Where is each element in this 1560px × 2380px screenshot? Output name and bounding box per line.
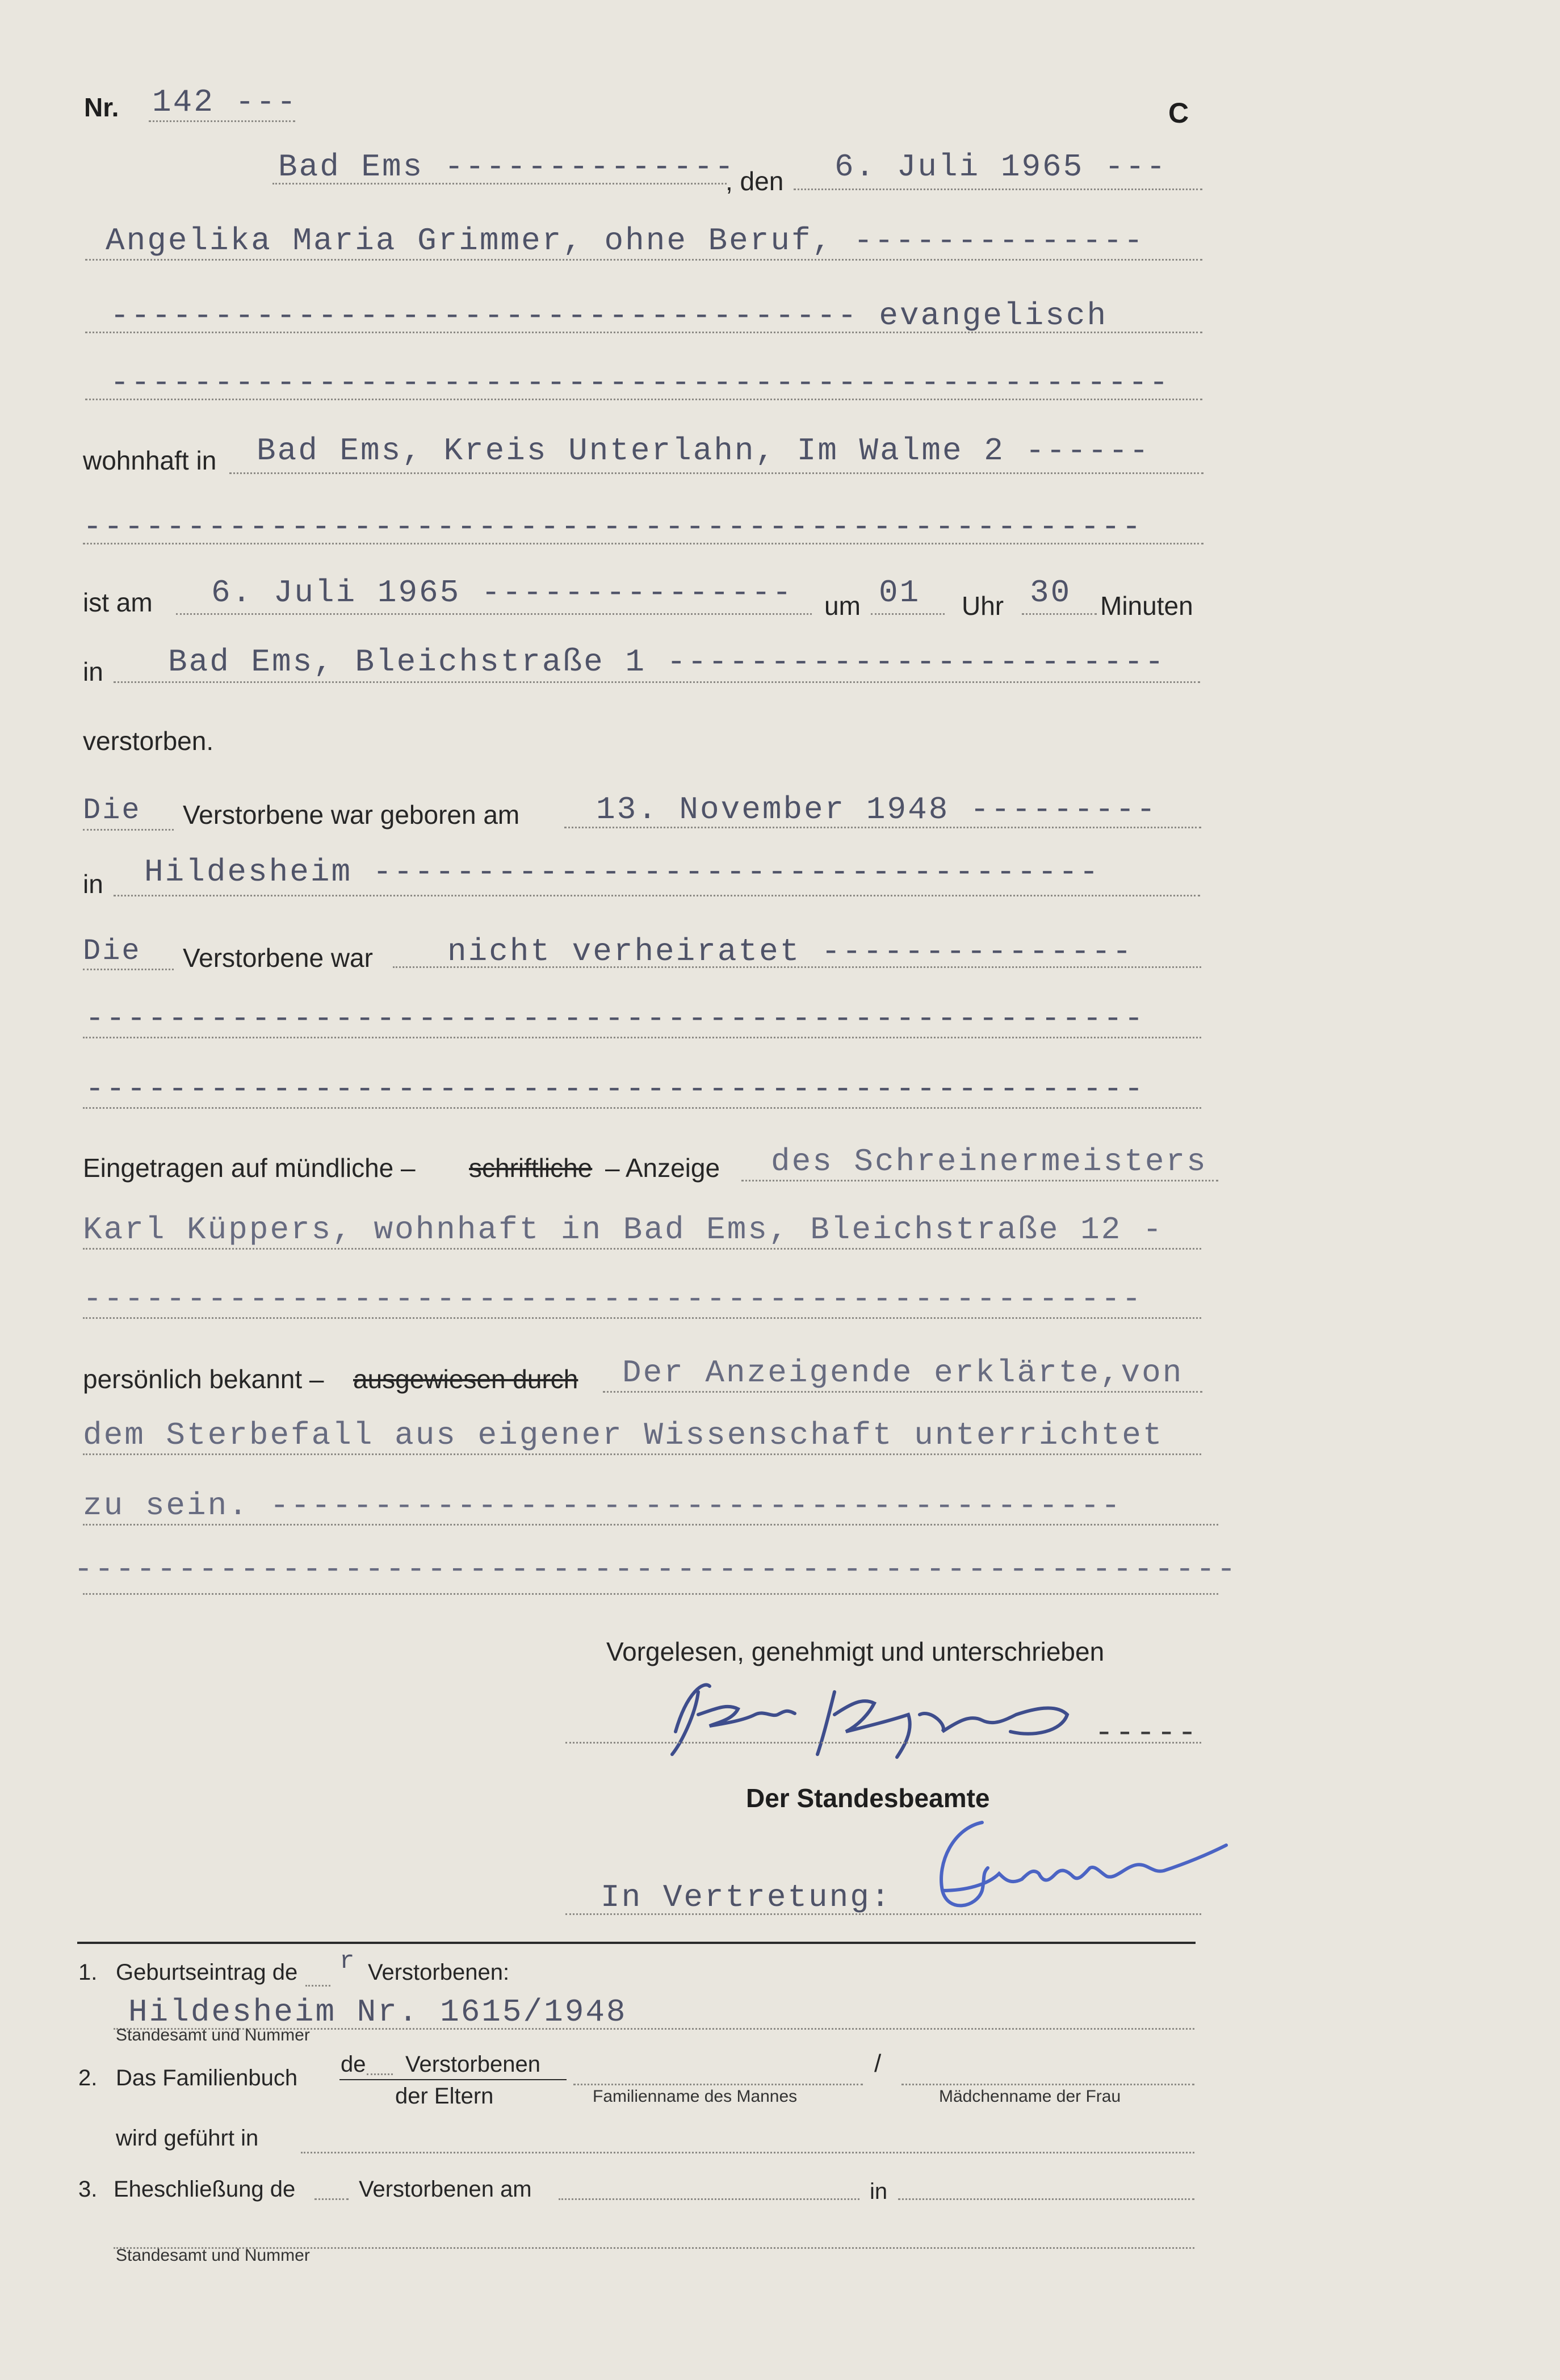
hour-line xyxy=(871,613,945,615)
report-value-3: --------------------------------------------------- xyxy=(83,1281,1143,1317)
footer-item3-date-line xyxy=(559,2198,859,2200)
marital-label: Verstorbene war xyxy=(183,943,373,973)
nr-label: Nr. xyxy=(84,93,119,122)
name-line xyxy=(85,259,1202,261)
report-rule-2 xyxy=(83,1248,1201,1250)
blank-line-1: --------------------------------------------------- xyxy=(110,364,1170,401)
residence-cont: --------------------------------------------------- xyxy=(83,509,1143,545)
nr-value: 142 --- xyxy=(152,84,298,120)
footer-item2-husband: Familienname des Mannes xyxy=(593,2087,798,2106)
den-label: , den xyxy=(726,166,784,196)
minuten-label: Minuten xyxy=(1100,591,1193,621)
report-label-struck: schriftliche xyxy=(469,1153,593,1183)
identity-value-2: dem Sterbefall aus eigener Wissenschaft unterrichtet xyxy=(83,1417,1164,1453)
report-rule-1 xyxy=(741,1180,1218,1181)
marital-line-2: --------------------------------------------------- xyxy=(85,1000,1145,1037)
marital-die: Die xyxy=(83,935,141,968)
footer-item1-num: 1. xyxy=(78,1960,98,1985)
report-label-b: – Anzeige xyxy=(605,1153,720,1183)
footer-item3-num: 3. xyxy=(78,2177,98,2202)
identity-rule-4 xyxy=(83,1593,1218,1595)
marital-rule-2 xyxy=(83,1037,1201,1038)
marital-die-line xyxy=(83,969,174,970)
marital-line-3: --------------------------------------------------- xyxy=(85,1071,1145,1107)
footer-item3-sub: Standesamt und Nummer xyxy=(116,2246,310,2265)
report-value-1: des Schreinermeisters xyxy=(771,1143,1207,1180)
footer-item2-opt1: de xyxy=(341,2052,366,2077)
footer-husband-line xyxy=(573,2084,863,2085)
death-date-line xyxy=(176,613,812,615)
footer-item1-suffix: r xyxy=(339,1947,357,1976)
birth-die-line xyxy=(83,829,174,831)
religion: ------------------------------------ evangelisch xyxy=(110,298,1108,334)
report-rule-3 xyxy=(83,1317,1201,1319)
footer-item2-label: Das Familienbuch xyxy=(116,2065,298,2090)
place-line xyxy=(272,183,727,185)
footer-item3-in: in xyxy=(870,2179,888,2204)
death-in-label: in xyxy=(83,657,103,686)
footer-item1-label: Geburtseintrag de xyxy=(116,1960,298,1985)
footer-item3-blank xyxy=(314,2198,349,2200)
footer-item2-num: 2. xyxy=(78,2065,98,2090)
registrar-signature xyxy=(920,1811,1238,1925)
residence-cont-line xyxy=(83,543,1203,544)
blank-line-1-rule xyxy=(85,399,1202,400)
footer-item2-slash: / xyxy=(874,2050,882,2077)
birth-place: Hildesheim ----------------------------------- xyxy=(144,854,1100,890)
footer-item2-fraction xyxy=(339,2079,567,2080)
death-place-line xyxy=(114,681,1200,683)
registry-place: Bad Ems -------------- xyxy=(278,149,736,185)
footer-item1-label2: Verstorbenen: xyxy=(368,1960,510,1985)
identity-rule-1 xyxy=(603,1391,1202,1393)
marital-line xyxy=(393,966,1201,968)
footer-item3-label2: Verstorbenen am xyxy=(359,2177,532,2202)
residence-value: Bad Ems, Kreis Unterlahn, Im Walme 2 ------ xyxy=(257,433,1151,469)
footer-item2-opt1b: Verstorbenen xyxy=(405,2052,540,2077)
marital-status: nicht verheiratet --------------- xyxy=(447,933,1133,970)
death-date: 6. Juli 1965 --------------- xyxy=(211,575,793,611)
minutes-line xyxy=(1022,613,1097,615)
death-hour: 01 xyxy=(879,575,921,611)
identity-label-struck: ausgewiesen durch xyxy=(353,1364,578,1394)
death-minutes: 30 xyxy=(1030,575,1072,611)
footer-wife-line xyxy=(901,2084,1194,2085)
date-line xyxy=(794,188,1202,190)
ist-am-label: ist am xyxy=(83,588,153,617)
religion-line xyxy=(85,332,1202,333)
informant-signature xyxy=(664,1669,1084,1760)
report-label-a: Eingetragen auf mündliche – xyxy=(83,1153,416,1183)
footer-item2-wife: Mädchenname der Frau xyxy=(939,2087,1121,2106)
signature-line xyxy=(565,1742,1201,1744)
birth-label: Verstorbene war geboren am xyxy=(183,800,520,829)
birth-date-line xyxy=(564,827,1201,828)
birth-in-label: in xyxy=(83,869,103,899)
footer-item3-label: Eheschließung de xyxy=(114,2177,296,2202)
identity-rule-2 xyxy=(83,1453,1201,1455)
birth-register-entry: Hildesheim Nr. 1615/1948 xyxy=(128,1994,627,2030)
identity-value-3: zu sein. ----------------------------------------- xyxy=(83,1488,1122,1524)
in-vertretung: In Vertretung: xyxy=(601,1879,892,1916)
footer-separator xyxy=(77,1942,1196,1944)
footer-item2-kept-line xyxy=(301,2152,1194,2153)
footer-item2-kept: wird geführt in xyxy=(116,2126,259,2151)
deceased-name: Angelika Maria Grimmer, ohne Beruf, -------------- xyxy=(106,223,1145,259)
verstorben-label: verstorben. xyxy=(83,726,214,756)
footer-item2-opt2: der Eltern xyxy=(395,2084,494,2109)
footer-item1-sub: Standesamt und Nummer xyxy=(116,2026,310,2044)
form-letter: C xyxy=(1168,97,1189,129)
identity-rule-3 xyxy=(83,1524,1218,1526)
registrar-label: Der Standesbeamte xyxy=(746,1783,990,1813)
footer-item2-opt1-blank xyxy=(367,2073,393,2075)
registry-date: 6. Juli 1965 --- xyxy=(834,149,1167,185)
uhr-label: Uhr xyxy=(962,591,1004,621)
footer-item1-blank xyxy=(305,1985,330,1987)
death-place: Bad Ems, Bleichstraße 1 ------------------------ xyxy=(168,644,1166,680)
nr-line xyxy=(149,120,295,122)
footer-item3-place-line xyxy=(898,2198,1194,2200)
signature-dashes: ----- xyxy=(1094,1715,1199,1751)
identity-value-4: -------------------------------------------------------- xyxy=(74,1551,1238,1587)
birth-die: Die xyxy=(83,794,141,827)
read-approved-label: Vorgelesen, genehmigt und unterschrieben xyxy=(606,1637,1105,1666)
residence-label: wohnhaft in xyxy=(83,446,217,475)
marital-rule-3 xyxy=(83,1107,1201,1109)
birth-date: 13. November 1948 --------- xyxy=(596,791,1158,828)
identity-label-a: persönlich bekannt – xyxy=(83,1364,324,1394)
residence-line xyxy=(229,472,1203,474)
birth-place-line xyxy=(114,895,1200,896)
um-label: um xyxy=(824,591,861,621)
identity-value-1: Der Anzeigende erklärte,von xyxy=(622,1355,1184,1391)
report-value-2: Karl Küppers, wohnhaft in Bad Ems, Bleichstraße 12 - xyxy=(83,1212,1164,1248)
